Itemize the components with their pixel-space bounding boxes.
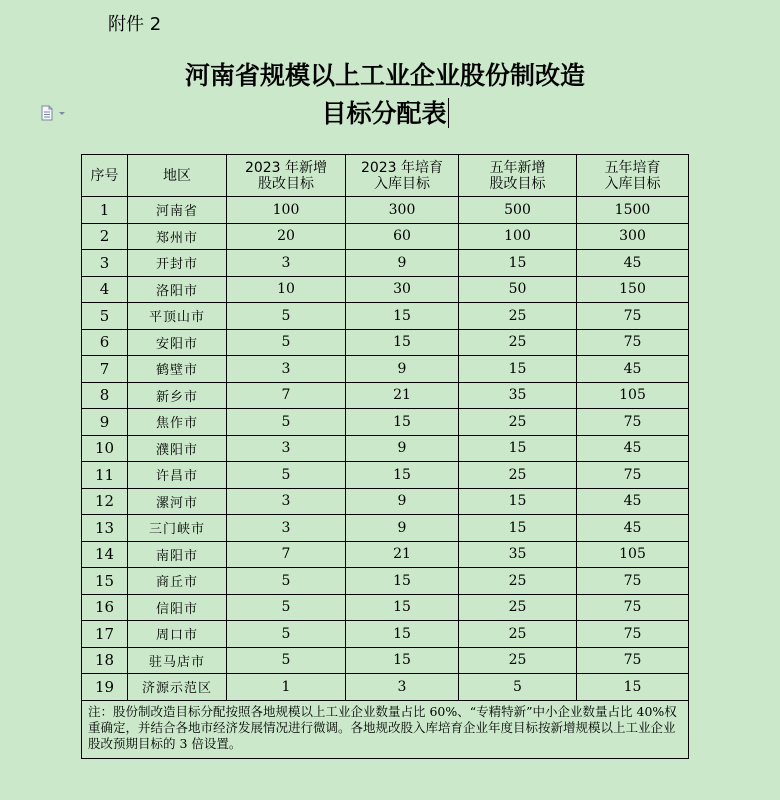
cell-cultivate-2023: 15 [346,568,459,595]
cell-new-5y: 35 [459,541,577,568]
cell-region: 濮阳市 [128,435,227,462]
header-new-2023 [227,155,346,197]
attachment-label: 附件 2 [108,14,162,35]
cell-cultivate-5y: 105 [577,541,689,568]
cell-index: 8 [82,382,128,409]
cell-cultivate-5y: 75 [577,409,689,436]
cell-cultivate-5y: 75 [577,462,689,489]
cell-new-2023: 7 [227,382,346,409]
cell-new-2023: 5 [227,462,346,489]
cell-cultivate-5y: 45 [577,250,689,277]
cell-region: 安阳市 [128,329,227,356]
cell-new-5y: 25 [459,594,577,621]
cell-cultivate-2023: 15 [346,462,459,489]
table-row [82,329,689,356]
cell-cultivate-5y: 45 [577,515,689,542]
cell-region: 鹤壁市 [128,356,227,383]
header-new-2023-line1: 2023 年新增 [244,159,328,176]
target-allocation-table [81,154,689,759]
cell-new-5y: 15 [459,435,577,462]
cell-cultivate-2023: 15 [346,594,459,621]
cell-cultivate-5y: 75 [577,594,689,621]
cell-index: 9 [82,409,128,436]
header-new-5y-line2: 股改目标 [489,175,546,192]
table-row [82,409,689,436]
cell-index: 14 [82,541,128,568]
cell-new-5y: 50 [459,276,577,303]
cell-new-5y: 25 [459,621,577,648]
header-cultivate-2023 [346,155,459,197]
table-row [82,303,689,330]
cell-index: 3 [82,250,128,277]
cell-region: 郑州市 [128,223,227,250]
cell-index: 7 [82,356,128,383]
cell-cultivate-2023: 300 [346,197,459,224]
cell-index: 1 [82,197,128,224]
table-row [82,594,689,621]
cell-cultivate-2023: 21 [346,541,459,568]
cell-index: 11 [82,462,128,489]
table-row [82,462,689,489]
cell-region: 开封市 [128,250,227,277]
cell-new-2023: 1 [227,674,346,701]
cell-cultivate-5y: 75 [577,621,689,648]
cell-new-5y: 35 [459,382,577,409]
header-index: 序号 [82,155,128,197]
cell-new-5y: 25 [459,303,577,330]
cell-cultivate-5y: 150 [577,276,689,303]
header-cultivate-5y-line1: 五年培育 [604,159,661,176]
cell-region: 南阳市 [128,541,227,568]
cell-region: 河南省 [128,197,227,224]
cell-new-5y: 15 [459,250,577,277]
cell-new-2023: 20 [227,223,346,250]
page-title-line2-text: 目标分配表 [321,99,447,128]
cell-region: 周口市 [128,621,227,648]
cell-new-2023: 3 [227,488,346,515]
cell-cultivate-5y: 45 [577,435,689,462]
table-row [82,435,689,462]
note-row [82,700,689,758]
cell-index: 18 [82,647,128,674]
table-row [82,197,689,224]
cell-region: 信阳市 [128,594,227,621]
table-row [82,488,689,515]
table-row [82,515,689,542]
cell-new-5y: 25 [459,647,577,674]
cell-index: 16 [82,594,128,621]
table-body [82,197,689,701]
table-row [82,250,689,277]
cell-new-2023: 100 [227,197,346,224]
cell-cultivate-2023: 15 [346,329,459,356]
cell-index: 17 [82,621,128,648]
cell-new-5y: 500 [459,197,577,224]
cell-cultivate-5y: 75 [577,647,689,674]
cell-cultivate-5y: 75 [577,329,689,356]
cell-cultivate-2023: 15 [346,621,459,648]
cell-cultivate-5y: 75 [577,568,689,595]
cell-new-2023: 3 [227,435,346,462]
cell-cultivate-2023: 15 [346,409,459,436]
cell-new-2023: 5 [227,621,346,648]
cell-cultivate-2023: 9 [346,488,459,515]
cell-cultivate-2023: 9 [346,356,459,383]
cell-cultivate-2023: 15 [346,303,459,330]
cell-cultivate-2023: 9 [346,515,459,542]
page-title-line1: 河南省规模以上工业企业股份制改造 [184,61,585,90]
cell-new-2023: 3 [227,356,346,383]
cell-region: 洛阳市 [128,276,227,303]
cell-cultivate-2023: 9 [346,435,459,462]
cell-index: 6 [82,329,128,356]
cell-new-2023: 3 [227,250,346,277]
table-row [82,674,689,701]
text-cursor [448,98,449,128]
cell-new-5y: 100 [459,223,577,250]
cell-index: 4 [82,276,128,303]
cell-index: 13 [82,515,128,542]
cell-region: 商丘市 [128,568,227,595]
cell-cultivate-2023: 21 [346,382,459,409]
header-cultivate-5y [577,155,689,197]
cell-new-2023: 5 [227,329,346,356]
cell-cultivate-2023: 9 [346,250,459,277]
header-cultivate-5y-line2: 入库目标 [604,175,661,192]
cell-cultivate-5y: 45 [577,356,689,383]
table-note: 注：股份制改造目标分配按照各地规模以上工业企业数量占比 60%、“专精特新”中小企业数量占比 40%权重确定，并结合各地市经济发展情况进行微调。各地规改股入库培育企业年度目标按新增规模以上工业企业股改预期目标的 3 倍设置。 [82,700,689,758]
table-row [82,356,689,383]
cell-index: 15 [82,568,128,595]
table-row [82,541,689,568]
header-new-2023-line2: 股改目标 [258,175,314,192]
cell-cultivate-5y: 300 [577,223,689,250]
cell-new-2023: 5 [227,568,346,595]
cell-new-5y: 25 [459,409,577,436]
cell-region: 平顶山市 [128,303,227,330]
cell-new-2023: 5 [227,594,346,621]
cell-new-5y: 25 [459,329,577,356]
cell-new-2023: 5 [227,409,346,436]
cell-cultivate-2023: 30 [346,276,459,303]
cell-cultivate-5y: 45 [577,488,689,515]
table-row [82,223,689,250]
cell-new-5y: 15 [459,356,577,383]
cell-cultivate-2023: 3 [346,674,459,701]
header-cultivate-2023-line1: 2023 年培育 [360,159,444,176]
cell-region: 新乡市 [128,382,227,409]
cell-cultivate-2023: 15 [346,647,459,674]
cell-new-5y: 5 [459,674,577,701]
table-row [82,647,689,674]
page-title-line2 [0,96,770,132]
table-row [82,568,689,595]
table-header-row [82,155,689,197]
cell-cultivate-2023: 60 [346,223,459,250]
table-row [82,382,689,409]
cell-new-5y: 15 [459,515,577,542]
cell-index: 12 [82,488,128,515]
cell-new-2023: 3 [227,515,346,542]
cell-index: 19 [82,674,128,701]
cell-region: 济源示范区 [128,674,227,701]
cell-cultivate-5y: 15 [577,674,689,701]
cell-cultivate-5y: 1500 [577,197,689,224]
cell-new-2023: 7 [227,541,346,568]
cell-cultivate-5y: 105 [577,382,689,409]
cell-new-2023: 5 [227,303,346,330]
cell-new-2023: 10 [227,276,346,303]
cell-region: 驻马店市 [128,647,227,674]
header-cultivate-2023-line2: 入库目标 [374,175,430,192]
cell-region: 焦作市 [128,409,227,436]
cell-region: 漯河市 [128,488,227,515]
cell-index: 2 [82,223,128,250]
cell-index: 5 [82,303,128,330]
cell-region: 三门峡市 [128,515,227,542]
cell-cultivate-5y: 75 [577,303,689,330]
cell-new-5y: 25 [459,568,577,595]
table-row [82,621,689,648]
header-new-5y [459,155,577,197]
cell-new-5y: 25 [459,462,577,489]
cell-index: 10 [82,435,128,462]
cell-region: 许昌市 [128,462,227,489]
table-row [82,276,689,303]
header-region: 地区 [128,155,227,197]
cell-new-5y: 15 [459,488,577,515]
cell-new-2023: 5 [227,647,346,674]
header-new-5y-line1: 五年新增 [489,159,546,176]
